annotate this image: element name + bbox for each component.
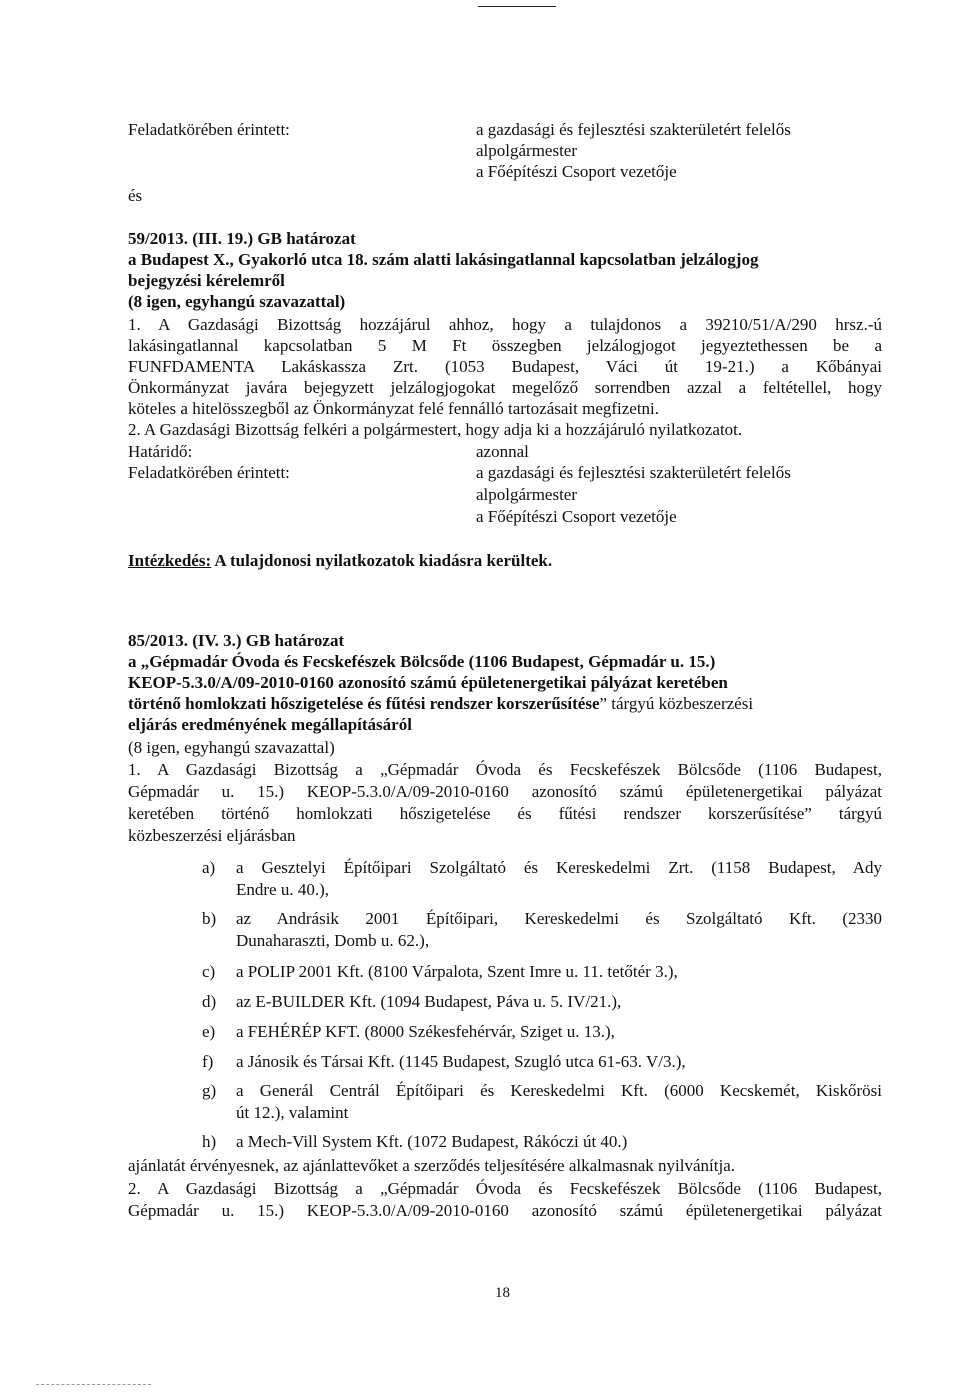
list-letter: d) xyxy=(202,992,217,1011)
body-line: közbeszerzési eljárásban xyxy=(128,826,296,845)
list-item-line: Dunaharaszti, Domb u. 62.), xyxy=(236,931,430,950)
list-item-line: a POLIP 2001 Kft. (8100 Várpalota, Szent Imre u. 11. tetőtér 3.), xyxy=(236,962,678,981)
bottom-rule xyxy=(36,1384,151,1386)
vote-line: (8 igen, egyhangú szavazattal) xyxy=(128,292,346,311)
list-item-line: út 12.), valamint xyxy=(236,1103,349,1122)
list-letter: h) xyxy=(202,1132,217,1151)
top-rule xyxy=(478,6,556,7)
body-line: Gépmadár u. 15.) KEOP-5.3.0/A/09-2010-0160 azonosító számú épületenergetikai pályázat xyxy=(128,1201,882,1220)
responsible-line: a gazdasági és fejlesztési szakterületért felelős xyxy=(476,120,791,139)
responsible-label: Feladatkörében érintett: xyxy=(128,120,290,139)
body-line: keretében történő homlokzati hőszigetelése és fűtési rendszer korszerűsítése” tárgyú xyxy=(128,804,882,823)
list-item-line: a Mech-Vill System Kft. (1072 Budapest, Rákóczi út 40.) xyxy=(236,1132,628,1151)
body-line: FUNFDAMENTA Lakáskassza Zrt. (1053 Budapest, Váci út 19-21.) a Kőbányai xyxy=(128,357,882,376)
resolution-title-line: a Budapest X., Gyakorló utca 18. szám alatti lakásingatlannal kapcsolatban jelzálogjog xyxy=(128,250,759,269)
responsible-line: alpolgármester xyxy=(476,485,578,504)
list-letter: a) xyxy=(202,858,216,877)
body-line: 1. A Gazdasági Bizottság a „Gépmadár Óvoda és Fecskefészek Bölcsőde (1106 Budapest, xyxy=(128,760,882,779)
body-line: köteles a hitelösszegből az Önkormányzat felé fennálló tartozásait megfizetni. xyxy=(128,399,660,418)
list-letter: b) xyxy=(202,909,217,928)
list-letter: e) xyxy=(202,1022,216,1041)
vote-line: (8 igen, egyhangú szavazattal) xyxy=(128,738,335,757)
list-letter: f) xyxy=(202,1052,214,1071)
body-line: 1. A Gazdasági Bizottság hozzájárul ahhoz, hogy a tulajdonos a 39210/51/A/290 hrsz.-ú xyxy=(128,315,882,334)
resolution-title-line: bejegyzési kérelemről xyxy=(128,271,285,290)
list-item-line: a Generál Centrál Építőipari és Kereskedelmi Kft. (6000 Kecskemét, Kiskőrösi xyxy=(236,1081,882,1100)
resolution-title-line: eljárás eredményének megállapításáról xyxy=(128,715,412,734)
resolution-number: 59/2013. (III. 19.) GB határozat xyxy=(128,229,356,248)
resolution-number: 85/2013. (IV. 3.) GB határozat xyxy=(128,631,345,650)
resolution-title-line: a „Gépmadár Óvoda és Fecskefészek Bölcsőde (1106 Budapest, Gépmadár u. 15.) xyxy=(128,652,716,671)
list-item-line: a FEHÉRÉP KFT. (8000 Székesfehérvár, Sziget u. 13.), xyxy=(236,1022,615,1041)
responsible-line: a Főépítészi Csoport vezetője xyxy=(476,162,677,181)
action-line xyxy=(128,551,552,571)
deadline-label: Határidő: xyxy=(128,442,193,461)
page-number: 18 xyxy=(495,1285,510,1301)
body-line: 2. A Gazdasági Bizottság a „Gépmadár Óvoda és Fecskefészek Bölcsőde (1106 Budapest, xyxy=(128,1179,882,1198)
responsible-line: a Főépítészi Csoport vezetője xyxy=(476,507,677,526)
list-item-line: az E-BUILDER Kft. (1094 Budapest, Páva u. 5. IV/21.), xyxy=(236,992,622,1011)
resolution-title-line xyxy=(128,694,753,714)
deadline-value: azonnal xyxy=(476,442,529,461)
body-line: 2. A Gazdasági Bizottság felkéri a polgármestert, hogy adja ki a hozzájáruló nyilatkozatot. xyxy=(128,420,743,439)
list-item-line: a Gesztelyi Építőipari Szolgáltató és Kereskedelmi Zrt. (1158 Budapest, Ady xyxy=(236,858,882,877)
responsible-line: a gazdasági és fejlesztési szakterületért felelős xyxy=(476,463,791,482)
title-rest-part: ” tárgyú közbeszerzési xyxy=(599,694,754,713)
list-item-line: Endre u. 40.), xyxy=(236,880,330,899)
list-item-line: az Andrásik 2001 Építőipari, Kereskedelmi és Szolgáltató Kft. (2330 xyxy=(236,909,882,928)
title-bold-part: történő homlokzati hőszigetelése és fűtési rendszer korszerűsítése xyxy=(128,694,600,713)
body-line: Gépmadár u. 15.) KEOP-5.3.0/A/09-2010-0160 azonosító számú épületenergetikai pályázat xyxy=(128,782,882,801)
body-line: Önkormányzat javára bejegyzett jelzálogjogokat megelőző sorrendben azzal a feltétellel, hogy xyxy=(128,378,882,397)
resolution-title-line: KEOP-5.3.0/A/09-2010-0160 azonosító számú épületenergetikai pályázat keretében xyxy=(128,673,728,692)
responsible-line: alpolgármester xyxy=(476,141,578,160)
body-line: lakásingatlannal kapcsolatban 5 M Ft összegben jelzálogjogot jegyeztethessen be a xyxy=(128,336,882,355)
action-text: A tulajdonosi nyilatkozatok kiadásra kerültek. xyxy=(211,551,553,570)
action-label: Intézkedés: xyxy=(128,551,212,570)
responsible-label: Feladatkörében érintett: xyxy=(128,463,290,482)
body-line: ajánlatát érvényesnek, az ajánlattevőket a szerződés teljesítésére alkalmasnak nyilvánítja. xyxy=(128,1156,735,1175)
and-word: és xyxy=(128,186,143,205)
list-letter: g) xyxy=(202,1081,217,1100)
list-item-line: a Jánosik és Társai Kft. (1145 Budapest, Szugló utca 61-63. V/3.), xyxy=(236,1052,686,1071)
list-letter: c) xyxy=(202,962,216,981)
